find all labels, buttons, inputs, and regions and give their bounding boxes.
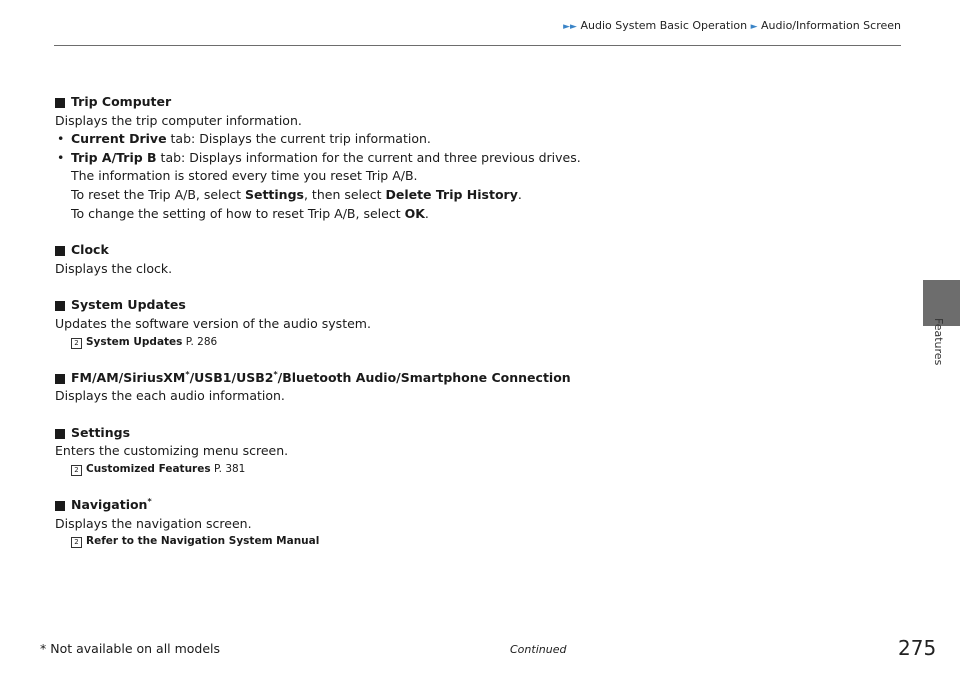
continued-label: Continued bbox=[510, 643, 567, 656]
bullet-icon: • bbox=[57, 149, 65, 165]
square-bullet-icon bbox=[55, 429, 65, 439]
square-bullet-icon bbox=[55, 98, 65, 108]
section-heading: Trip Computer bbox=[55, 93, 905, 112]
page-content bbox=[55, 93, 905, 550]
section-desc: Enters the customizing menu screen. bbox=[55, 443, 289, 459]
section-navigation bbox=[55, 496, 905, 550]
section-desc: Updates the software version of the audio system. bbox=[55, 315, 371, 331]
section-desc: Displays the trip computer information. bbox=[55, 112, 302, 128]
section-heading: FM/AM/SiriusXM*/USB1/USB2*/Bluetooth Audio/Smartphone Connection bbox=[55, 369, 905, 388]
section-trip-computer bbox=[55, 93, 905, 223]
list-item-detail: To reset the Trip A/B, select Settings, then select Delete Trip History. bbox=[71, 186, 522, 202]
list-item: • Current Drive tab: Displays the current trip information. bbox=[55, 130, 905, 149]
cross-reference-link[interactable]: 2 System Updates P. 286 bbox=[55, 334, 905, 351]
section-desc: Displays the navigation screen. bbox=[55, 515, 252, 531]
section-audio-sources bbox=[55, 369, 905, 406]
list-item-detail: The information is stored every time you reset Trip A/B. bbox=[71, 168, 418, 184]
footnote: * Not available on all models bbox=[40, 641, 221, 656]
cross-reference-link[interactable]: 2 Refer to the Navigation System Manual bbox=[55, 533, 905, 550]
breadcrumb-item-audio-basic[interactable]: Audio System Basic Operation bbox=[580, 19, 748, 32]
delete-trip-history-option: Delete Trip History bbox=[385, 186, 518, 202]
section-desc: Displays the each audio information. bbox=[55, 388, 285, 404]
asterisk-note: * bbox=[185, 369, 190, 379]
section-settings bbox=[55, 424, 905, 478]
reference-icon: 2 bbox=[71, 537, 82, 548]
list-item: • Trip A/Trip B tab: Displays information for the current and three previous drives. bbox=[55, 149, 905, 168]
breadcrumb-item-audio-info[interactable]: Audio/Information Screen bbox=[761, 19, 901, 32]
section-system-updates bbox=[55, 296, 905, 350]
breadcrumb-arrow-icon: ► bbox=[750, 22, 758, 32]
breadcrumb bbox=[500, 19, 901, 32]
asterisk-note: * bbox=[273, 369, 278, 379]
section-heading: Settings bbox=[55, 424, 905, 443]
chapter-tab-label: Features bbox=[932, 318, 945, 366]
square-bullet-icon bbox=[55, 301, 65, 311]
asterisk-note: * bbox=[147, 496, 152, 506]
square-bullet-icon bbox=[55, 374, 65, 384]
section-heading: Clock bbox=[55, 241, 905, 260]
bullet-icon: • bbox=[57, 131, 65, 147]
section-heading: System Updates bbox=[55, 296, 905, 315]
reference-icon: 2 bbox=[71, 465, 82, 476]
breadcrumb-arrow-icon: ►► bbox=[563, 22, 577, 32]
header-divider bbox=[54, 45, 901, 46]
list-item-detail: To change the setting of how to reset Trip A/B, select OK. bbox=[71, 205, 429, 221]
section-clock bbox=[55, 241, 905, 278]
square-bullet-icon bbox=[55, 501, 65, 511]
page-number: 275 bbox=[898, 636, 937, 660]
cross-reference-link[interactable]: 2 Customized Features P. 381 bbox=[55, 461, 905, 478]
ok-option: OK bbox=[404, 205, 425, 221]
section-heading: Navigation* bbox=[55, 496, 905, 515]
section-desc: Displays the clock. bbox=[55, 260, 173, 276]
reference-icon: 2 bbox=[71, 338, 82, 349]
settings-option: Settings bbox=[244, 186, 304, 202]
square-bullet-icon bbox=[55, 246, 65, 256]
